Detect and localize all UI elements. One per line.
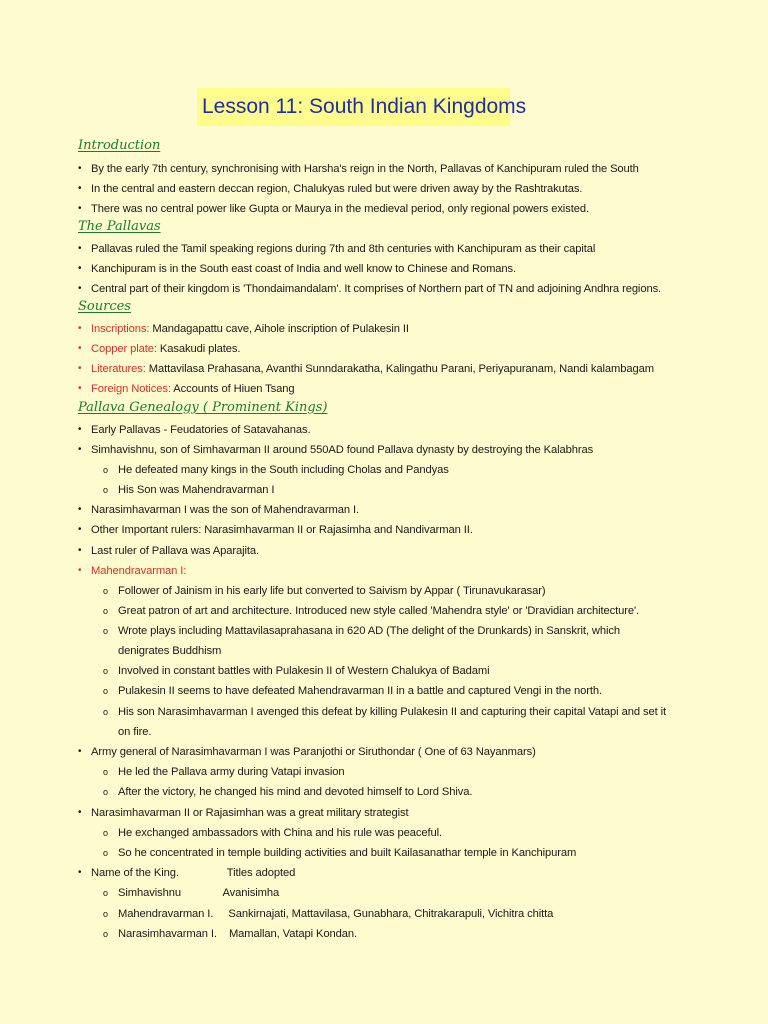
sub-list-item: o So he concentrated in temple building activities and built Kailasanathar temple in Kanchipuram (103, 847, 577, 859)
list-item: • Army general of Narasimhavarman I was Paranjothi or Siruthondar ( One of 63 Nayanmars) (78, 746, 536, 758)
list-item: • Kanchipuram is in the South east coast of India and well know to Chinese and Romans. (78, 263, 517, 275)
sub-list-item: o Narasimhavarman I. Mamallan, Vatapi Kondan. (103, 928, 357, 940)
sub-list-item: o He led the Pallava army during Vatapi invasion (103, 766, 345, 778)
sub-list-item-continued: on fire. (118, 726, 152, 738)
sub-list-item: o Wrote plays including Mattavilasaprahasana in 620 AD (The delight of the Drunkards) in Sanskrit, which (103, 625, 620, 637)
list-item: • Copper plate: Kasakudi plates. (78, 343, 241, 355)
list-item: • Literatures: Mattavilasa Prahasana, Avanthi Sunndarakatha, Kalingathu Parani, Periyapuranam, Nandi kalambagam (78, 363, 654, 375)
list-item: • Last ruler of Pallava was Aparajita. (78, 545, 260, 557)
heading-introduction: Introduction (78, 138, 161, 153)
list-item: • Foreign Notices: Accounts of Hiuen Tsang (78, 383, 295, 395)
sub-list-item: o Follower of Jainism in his early life but converted to Saivism by Appar ( Tirunavukarasar) (103, 585, 546, 597)
list-item: • Simhavishnu, son of Simhavarman II around 550AD found Pallava dynasty by destroying the Kalabhras (78, 444, 594, 456)
heading-the-pallavas: The Pallavas (78, 219, 161, 234)
list-item: • Narasimhavarman II or Rajasimhan was a great military strategist (78, 807, 409, 819)
sub-list-item: o He exchanged ambassadors with China and his rule was peaceful. (103, 827, 443, 839)
list-item: • Early Pallavas - Feudatories of Satavahanas. (78, 424, 311, 436)
sub-list-item: o Simhavishnu Avanisimha (103, 887, 280, 899)
list-item: • Pallavas ruled the Tamil speaking regions during 7th and 8th centuries with Kanchipuram as their capital (78, 243, 596, 255)
sub-list-item: o Great patron of art and architecture. Introduced new style called 'Mahendra style' or 'Dravidian architecture'. (103, 605, 640, 617)
list-item: • Mahendravarman I: (78, 565, 187, 577)
list-item: • Name of the King. Titles adopted (78, 867, 296, 879)
heading-pallava-genealogy: Pallava Genealogy ( Prominent Kings) (78, 400, 328, 415)
sub-list-item: o Pulakesin II seems to have defeated Mahendravarman II in a battle and captured Vengi in the north. (103, 685, 603, 697)
sub-list-item-continued: denigrates Buddhism (118, 645, 222, 657)
sub-list-item: o Involved in constant battles with Pulakesin II of Western Chalukya of Badami (103, 665, 490, 677)
sub-list-item: o He defeated many kings in the South including Cholas and Pandyas (103, 464, 449, 476)
sub-list-item: o After the victory, he changed his mind and devoted himself to Lord Shiva. (103, 786, 473, 798)
list-item: • Other Important rulers: Narasimhavarman II or Rajasimha and Nandivarman II. (78, 524, 473, 536)
list-item: • By the early 7th century, synchronising with Harsha's reign in the North, Pallavas of Kanchipuram ruled the South (78, 163, 639, 175)
page-title: Lesson 11: South Indian Kingdoms (197, 88, 510, 126)
list-item: • Narasimhavarman I was the son of Mahendravarman I. (78, 504, 359, 516)
list-item: • In the central and eastern deccan region, Chalukyas ruled but were driven away by the Rashtrakutas. (78, 183, 583, 195)
heading-sources: Sources (78, 299, 131, 314)
list-item: • Central part of their kingdom is 'Thondaimandalam'. It comprises of Northern part of TN and adjoining Andhra regions. (78, 283, 662, 295)
list-item: • Inscriptions: Mandagapattu cave, Aihole inscription of Pulakesin II (78, 323, 409, 335)
list-item: • There was no central power like Gupta or Maurya in the medieval period, only regional powers existed. (78, 203, 589, 215)
sub-list-item: o His Son was Mahendravarman I (103, 484, 275, 496)
sub-list-item: o Mahendravarman I. Sankirnajati, Mattavilasa, Gunabhara, Chitrakarapuli, Vichitra chitta (103, 908, 554, 920)
sub-list-item: o His son Narasimhavarman I avenged this defeat by killing Pulakesin II and capturing their capital Vatapi and set it (103, 706, 666, 718)
